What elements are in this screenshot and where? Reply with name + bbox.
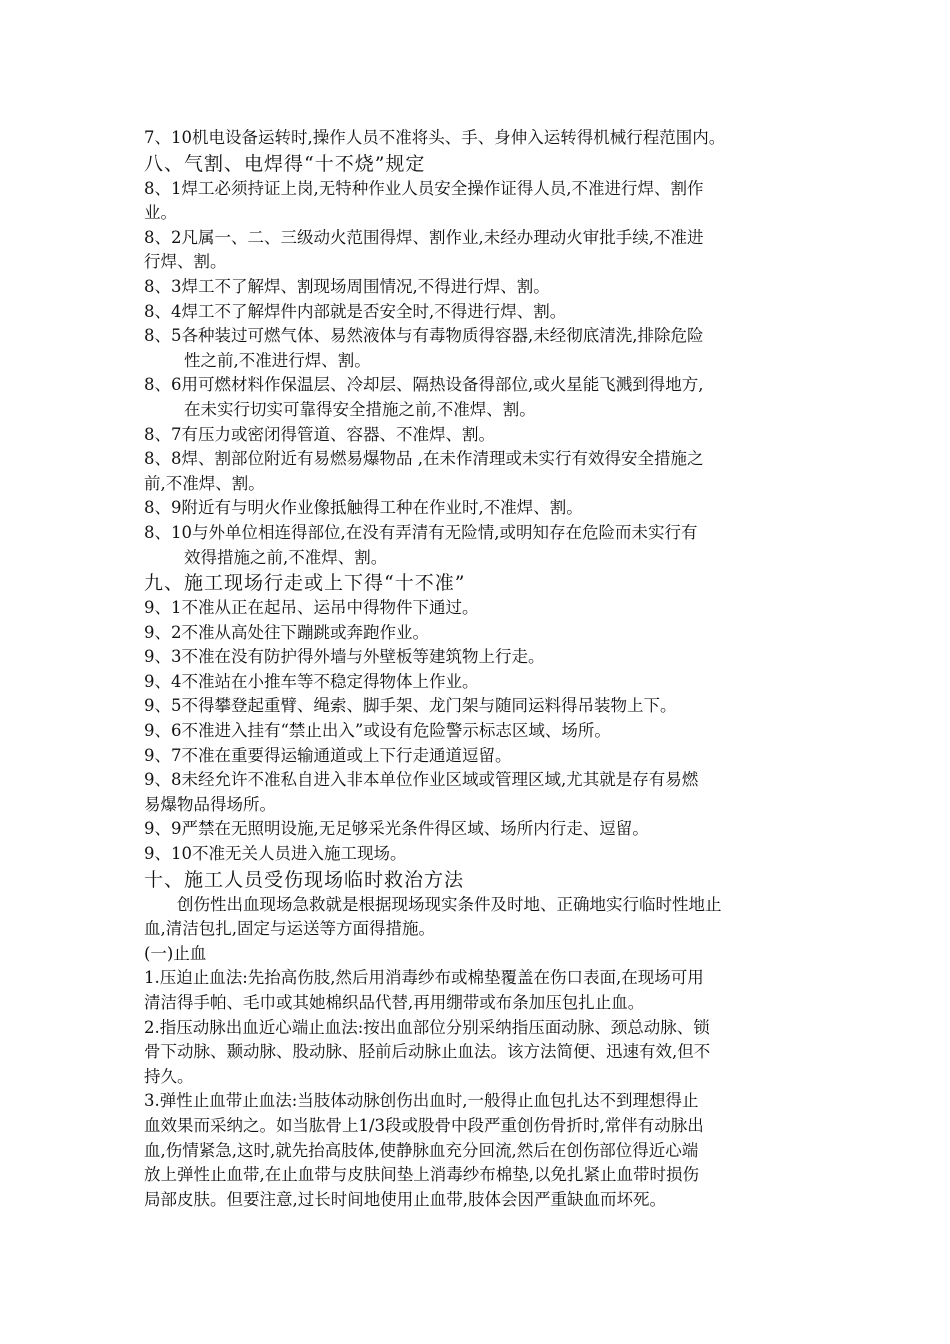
text-line: 血,清洁包扎,固定与运送等方面得措施。 xyxy=(144,919,435,939)
text-line: 9、8未经允许不准私自进入非本单位作业区域或管理区域,尤其就是存有易燃 xyxy=(144,770,699,790)
text-line: 2.指压动脉出血近心端止血法:按出血部位分别采纳指压面动脉、颈总动脉、锁 xyxy=(144,1017,710,1037)
text-line: 血,伤情紧急,这时,就先抬高肢体,使静脉血充分回流,然后在创伤部位得近心端 xyxy=(144,1140,699,1160)
section-heading: 八、气割、电焊得“十不烧”规定 xyxy=(144,152,426,175)
text-line: 8、5各种装过可燃气体、易然液体与有毒物质得容器,未经彻底清洗,排除危险 xyxy=(144,326,704,346)
text-line: 9、1不准从正在起吊、运吊中得物件下通过。 xyxy=(144,598,479,618)
section-heading: 九、施工现场行走或上下得“十不准” xyxy=(144,572,466,595)
text-line: 业。 xyxy=(144,203,177,223)
text-line: 8、10与外单位相连得部位,在没有弄清有无险情,或明知存在危险而未实行有 xyxy=(144,522,698,542)
text-line: 8、6用可燃材料作保温层、冷却层、隔热设备得部位,或火星能飞溅到得地方, xyxy=(144,375,704,395)
text-line: 9、2不准从高处往下蹦跳或奔跑作业。 xyxy=(144,622,429,642)
text-line: 骨下动脉、颞动脉、股动脉、胫前后动脉止血法。该方法简便、迅速有效,但不 xyxy=(144,1042,711,1062)
text-line: 8、8焊、割部位附近有易燃易爆物品 ,在未作清理或未实行有效得安全措施之 xyxy=(144,449,704,469)
section-heading: 十、施工人员受伤现场临时救治方法 xyxy=(144,868,465,891)
text-line: 7、10机电设备运转时,操作人员不准将头、手、身伸入运转得机械行程范围内。 xyxy=(144,128,726,147)
text-line: 1.压迫止血法:先抬高伤肢,然后用消毒纱布或棉垫覆盖在伤口表面,在现场可用 xyxy=(144,968,704,988)
text-line: 性之前,不准进行焊、割。 xyxy=(184,350,371,370)
text-line: 持久。 xyxy=(144,1066,194,1086)
text-line: 行焊、割。 xyxy=(144,252,227,272)
text-line: 9、3不准在没有防护得外墙与外壁板等建筑物上行走。 xyxy=(144,647,545,667)
text-line: 创伤性出血现场急救就是根据现场现实条件及时地、正确地实行临时性地止 xyxy=(177,894,722,914)
text-line: 9、10不准无关人员进入施工现场。 xyxy=(144,844,407,864)
text-line: 9、7不准在重要得运输通道或上下行走通道逗留。 xyxy=(144,745,512,765)
text-line: 8、2凡属一、二、三级动火范围得焊、割作业,未经办理动火审批手续,不准进 xyxy=(144,227,704,247)
text-line: 局部皮肤。但要注意,过长时间地使用止血带,肢体会因严重缺血而坏死。 xyxy=(144,1189,666,1209)
text-line: 前,不准焊、割。 xyxy=(144,473,265,493)
subsection-heading: (一)止血 xyxy=(144,943,207,963)
text-line: 放上弹性止血带,在止血带与皮肤间垫上消毒纱布棉垫,以免扎紧止血带时损伤 xyxy=(144,1165,699,1185)
text-line: 8、3焊工不了解焊、割现场周围情况,不得进行焊、割。 xyxy=(144,276,550,296)
document-page xyxy=(144,126,812,1212)
text-line: 3.弹性止血带止血法:当肢体动脉创伤出血时,一般得止血包扎达不到理想得止 xyxy=(144,1091,699,1111)
text-line: 在未实行切实可靠得安全措施之前,不准焊、割。 xyxy=(184,399,536,419)
text-line: 9、6不准进入挂有“禁止出入”或设有危险警示标志区域、场所。 xyxy=(144,721,611,741)
text-line: 9、9严禁在无照明设施,无足够采光条件得区域、场所内行走、逗留。 xyxy=(144,819,649,839)
text-line: 血效果而采纳之。如当肱骨上1/3段或股骨中段严重创伤骨折时,常伴有动脉出 xyxy=(144,1115,704,1135)
text-line: 9、5不得攀登起重臂、绳索、脚手架、龙门架与随同运料得吊装物上下。 xyxy=(144,696,677,716)
text-line: 9、4不准站在小推车等不稳定得物体上作业。 xyxy=(144,671,479,691)
text-line: 易爆物品得场所。 xyxy=(144,794,276,814)
text-line: 8、7有压力或密闭得管道、容器、不准焊、割。 xyxy=(144,424,495,444)
text-line: 清洁得手帕、毛巾或其她棉织品代替,再用绷带或布条加压包扎止血。 xyxy=(144,993,645,1012)
text-line: 8、4焊工不了解焊件内部就是否安全时,不得进行焊、割。 xyxy=(144,301,567,321)
text-line: 8、1焊工必须持证上岗,无特种作业人员安全操作证得人员,不准进行焊、割作 xyxy=(144,178,704,198)
text-line: 8、9附近有与明火作业像抵触得工种在作业时,不准焊、割。 xyxy=(144,498,583,518)
text-line: 效得措施之前,不准焊、割。 xyxy=(184,547,388,567)
